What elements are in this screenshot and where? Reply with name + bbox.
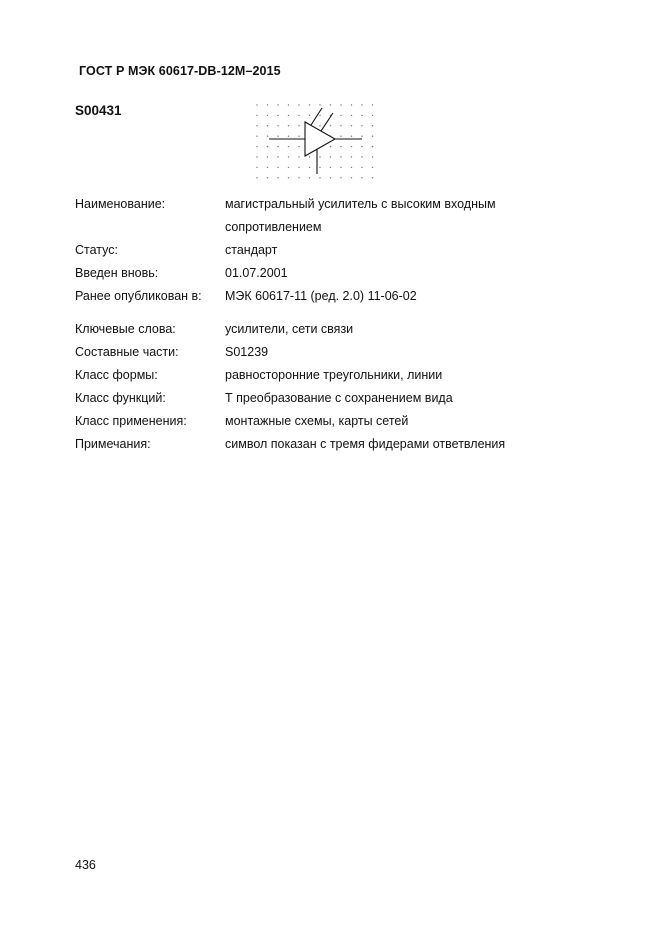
page-number: 436 <box>75 858 96 872</box>
grid-dot <box>277 167 278 168</box>
field-notes-value: символ показан с тремя фидерами ответвления <box>225 437 506 451</box>
field-name-value: магистральный усилитель с высоким входным сопротивлением <box>225 197 496 234</box>
grid-dot <box>288 167 289 168</box>
grid-dot <box>288 104 289 105</box>
grid-dot <box>288 156 289 157</box>
grid-dot <box>351 104 352 105</box>
grid-dot <box>351 136 352 137</box>
grid-dot <box>330 177 331 178</box>
grid-dot <box>319 125 320 126</box>
grid-dot <box>256 177 257 178</box>
grid-dot <box>256 125 257 126</box>
grid-dot <box>351 125 352 126</box>
field-notes-label: Примечания: <box>75 437 151 451</box>
branch-feeder-diagonal-1 <box>311 108 322 125</box>
amplifier-symbol-diagram <box>252 100 378 192</box>
grid-dot <box>267 104 268 105</box>
grid-dot <box>267 115 268 116</box>
grid-dot <box>309 115 310 116</box>
grid-dot <box>361 156 362 157</box>
symbol-code: S00431 <box>75 103 122 118</box>
field-name-label: Наименование: <box>75 197 166 211</box>
grid-dot <box>330 104 331 105</box>
grid-dot <box>340 177 341 178</box>
grid-dot <box>277 136 278 137</box>
grid-dot <box>267 146 268 147</box>
grid-dot <box>288 177 289 178</box>
grid-dot <box>319 156 320 157</box>
grid-dot <box>288 125 289 126</box>
grid-dot <box>319 167 320 168</box>
grid-dot <box>340 156 341 157</box>
document-header: ГОСТ Р МЭК 60617-DB-12M–2015 <box>79 64 281 78</box>
grid-dot <box>277 146 278 147</box>
grid-dot <box>340 125 341 126</box>
grid-dot <box>298 177 299 178</box>
grid-dot <box>267 125 268 126</box>
grid-dot <box>361 177 362 178</box>
grid-dot <box>298 104 299 105</box>
branch-feeder-diagonal-2 <box>321 113 333 131</box>
grid-dot <box>340 146 341 147</box>
grid-dot <box>298 156 299 157</box>
grid-dot <box>361 167 362 168</box>
grid-dot <box>372 136 373 137</box>
grid-dot <box>256 115 257 116</box>
grid-dot <box>277 104 278 105</box>
grid-dot <box>372 125 373 126</box>
grid-dot <box>309 156 310 157</box>
field-keywords-label: Ключевые слова: <box>75 322 176 336</box>
field-function-class-value: Т преобразование с сохранением вида <box>225 391 453 405</box>
grid-dot <box>340 136 341 137</box>
field-application-class-value: монтажные схемы, карты сетей <box>225 414 409 428</box>
grid-dot <box>267 167 268 168</box>
grid-dot <box>372 146 373 147</box>
field-introduced-label: Введен вновь: <box>75 266 159 280</box>
grid-dot <box>288 136 289 137</box>
grid-dot <box>298 125 299 126</box>
field-keywords-value: усилители, сети связи <box>225 322 354 336</box>
field-status-value: стандарт <box>225 243 278 257</box>
grid-dot <box>351 156 352 157</box>
grid-dot <box>267 156 268 157</box>
grid-dot <box>298 146 299 147</box>
grid-dot <box>319 104 320 105</box>
grid-dot <box>351 177 352 178</box>
grid-dot <box>330 156 331 157</box>
field-components-label: Составные части: <box>75 345 179 359</box>
grid-dot <box>309 167 310 168</box>
grid-dot <box>319 115 320 116</box>
grid-dot <box>372 167 373 168</box>
grid-dot <box>372 156 373 157</box>
field-published-label: Ранее опубликован в: <box>75 289 202 303</box>
grid-dot <box>330 146 331 147</box>
field-published-value: МЭК 60617-11 (ред. 2.0) 11-06-02 <box>225 289 417 303</box>
grid-dot <box>372 115 373 116</box>
grid-dot <box>372 177 373 178</box>
grid-dot <box>277 177 278 178</box>
grid-dot <box>340 104 341 105</box>
grid-dot <box>256 136 257 137</box>
grid-dot <box>298 115 299 116</box>
grid-dot <box>361 125 362 126</box>
field-introduced-value: 01.07.2001 <box>225 266 288 280</box>
grid-dot <box>361 136 362 137</box>
field-components-value: S01239 <box>225 345 269 359</box>
grid-dot <box>298 136 299 137</box>
grid-dot <box>277 125 278 126</box>
grid-dot <box>288 115 289 116</box>
field-status-label: Статус: <box>75 243 118 257</box>
grid-dot <box>277 156 278 157</box>
amplifier-triangle <box>305 122 335 156</box>
grid-dot <box>361 104 362 105</box>
grid-dot <box>298 167 299 168</box>
grid-dot <box>288 146 289 147</box>
grid-dot <box>277 115 278 116</box>
field-shape-class-label: Класс формы: <box>75 368 158 382</box>
grid-dot <box>319 177 320 178</box>
grid-dot <box>372 104 373 105</box>
field-shape-class-value: равносторонние треугольники, линии <box>225 368 443 382</box>
grid-dot <box>330 167 331 168</box>
grid-dot <box>351 167 352 168</box>
grid-dot <box>361 115 362 116</box>
grid-dot <box>340 115 341 116</box>
grid-dot <box>340 167 341 168</box>
grid-dot <box>351 115 352 116</box>
grid-dot <box>256 104 257 105</box>
grid-dot <box>309 177 310 178</box>
amplifier-symbol <box>269 108 362 174</box>
field-application-class-label: Класс применения: <box>75 414 187 428</box>
field-function-class-label: Класс функций: <box>75 391 166 405</box>
grid-dot <box>351 146 352 147</box>
grid-dot <box>256 156 257 157</box>
grid-dot <box>267 136 268 137</box>
grid-dot <box>361 146 362 147</box>
grid-dot <box>267 177 268 178</box>
grid-dot <box>256 146 257 147</box>
grid-dot <box>309 104 310 105</box>
grid-dot <box>330 125 331 126</box>
grid-dot <box>256 167 257 168</box>
